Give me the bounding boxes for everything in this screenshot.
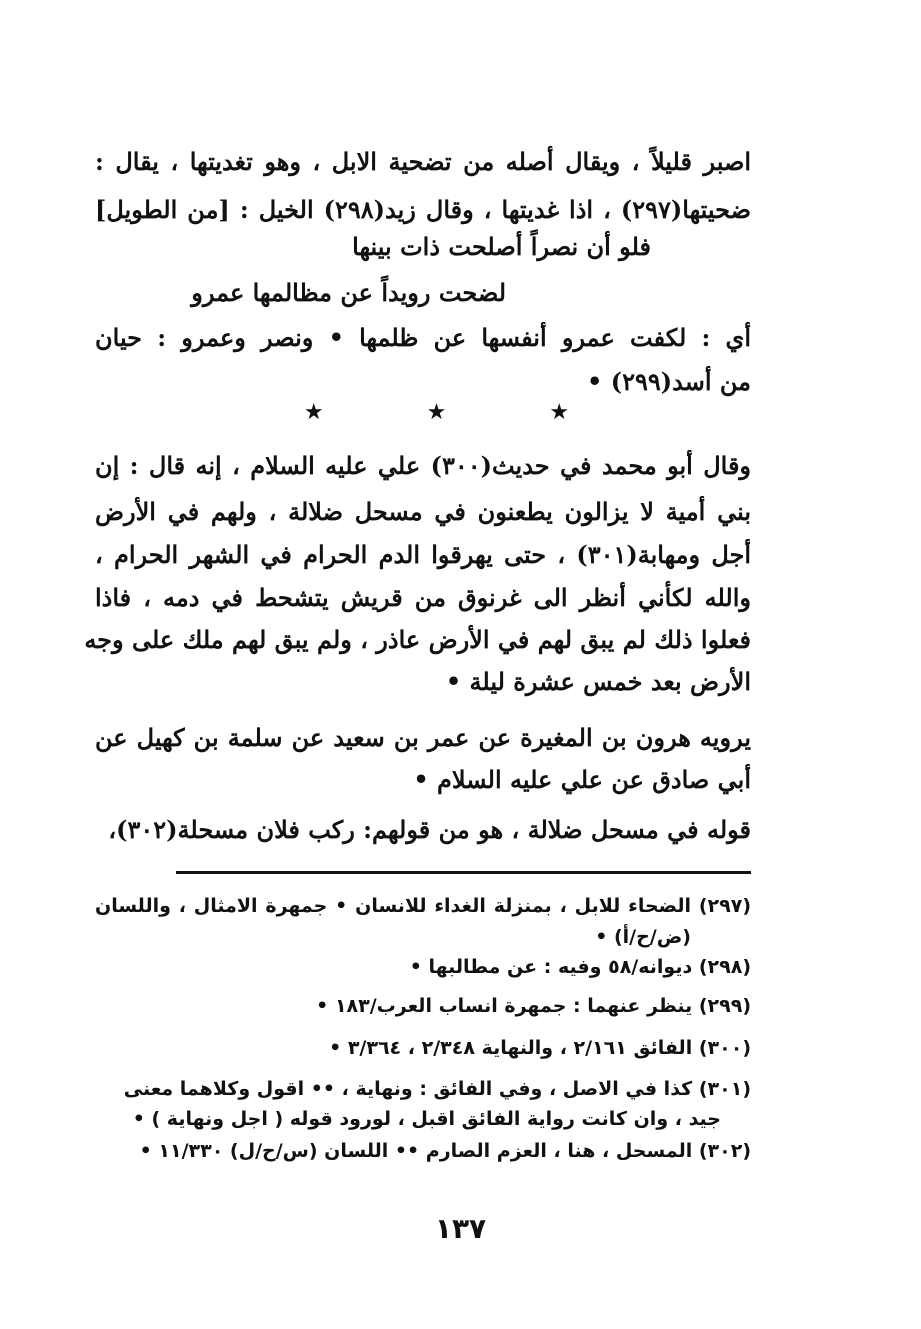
poem-verse-2: لضحت رويداً عن مظالمها عمرو (191, 278, 506, 307)
footnote-301: (٣٠١) كذا في الاصل ، وفي الفائق : ونهاية ، •• اقول وكلاهما معنى (123, 1078, 751, 1100)
paragraph3-line3: أجل ومهابة(٣٠١) ، حتى يهرقوا الدم الحرام في الشهر الحرام ، (95, 540, 751, 569)
paragraph3-line1: وقال أبو محمد في حديث(٣٠٠) علي عليه السلام ، إنه قال : إن (95, 451, 752, 480)
page-number: ١٣٧ (434, 1212, 487, 1245)
paragraph5-line1: قوله في مسحل ضلالة ، هو من قولهم: ركب فلان مسحلة(٣٠٢)، (108, 815, 751, 844)
paragraph4-line1: يرويه هرون بن المغيرة عن عمر بن سعيد عن سلمة بن كهيل عن (95, 723, 751, 752)
footnote-rule (176, 871, 751, 874)
paragraph3-line2: بني أمية لا يزالون يطعنون في مسحل ضلالة ، ولهم في الأرض (95, 497, 751, 526)
footnote-301-cont: جيد ، وان كانت رواية الفائق اقبل ، لورود قوله ( اجل ونهاية ) • (132, 1108, 721, 1130)
footnote-302: (٣٠٢) المسحل ، هنا ، العزم الصارم •• اللسان (س/ح/ل) ١١/٣٣٠ • (139, 1140, 751, 1162)
poem-verse-1: فلو أن نصراً أصلحت ذات بينها (352, 232, 651, 261)
paragraph2-line1: أي : لكفت عمرو أنفسها عن ظلمها • ونصر وعمرو : حيان (95, 323, 751, 352)
paragraph4-line2: أبي صادق عن علي عليه السلام • (413, 765, 751, 794)
footnote-297-cont: (ض/ح/أ) • (595, 926, 691, 948)
footnote-300: (٣٠٠) الفائق ٢/١٦١ ، والنهاية ٢/٣٤٨ ، ٣/٣٦٤ • (329, 1037, 751, 1059)
paragraph3-line5: فعلوا ذلك لم يبق لهم في الأرض عاذر ، ولم يبق لهم ملك على وجه (84, 625, 751, 654)
paragraph3-line6: الأرض بعد خمس عشرة ليلة • (445, 667, 751, 696)
paragraph1-line1: اصبر قليلاً ، ويقال أصله من تضحية الابل ، وهو تغديتها ، يقال : (95, 147, 751, 176)
paragraph2-line2: من أسد(٢٩٩) • (587, 367, 751, 396)
footnote-298: (٢٩٨) ديوانه/٥٨ وفيه : عن مطالبها • (409, 956, 751, 978)
section-separator: ★ ★ ★ (303, 400, 618, 425)
footnote-299: (٢٩٩) ينظر عنهما : جمهرة انساب العرب/١٨٣ • (316, 995, 751, 1017)
footnote-297: (٢٩٧) الضحاء للابل ، بمنزلة الغداء للانسان • جمهرة الامثال ، واللسان (95, 895, 751, 917)
paragraph1-line2: ضحيتها(٢٩٧) ، اذا غديتها ، وقال زيد(٢٩٨) الخيل : [من الطويل] (95, 195, 751, 224)
paragraph3-line4: والله لكأني أنظر الى غرنوق من قريش يتشحط في دمه ، فاذا (95, 583, 751, 612)
